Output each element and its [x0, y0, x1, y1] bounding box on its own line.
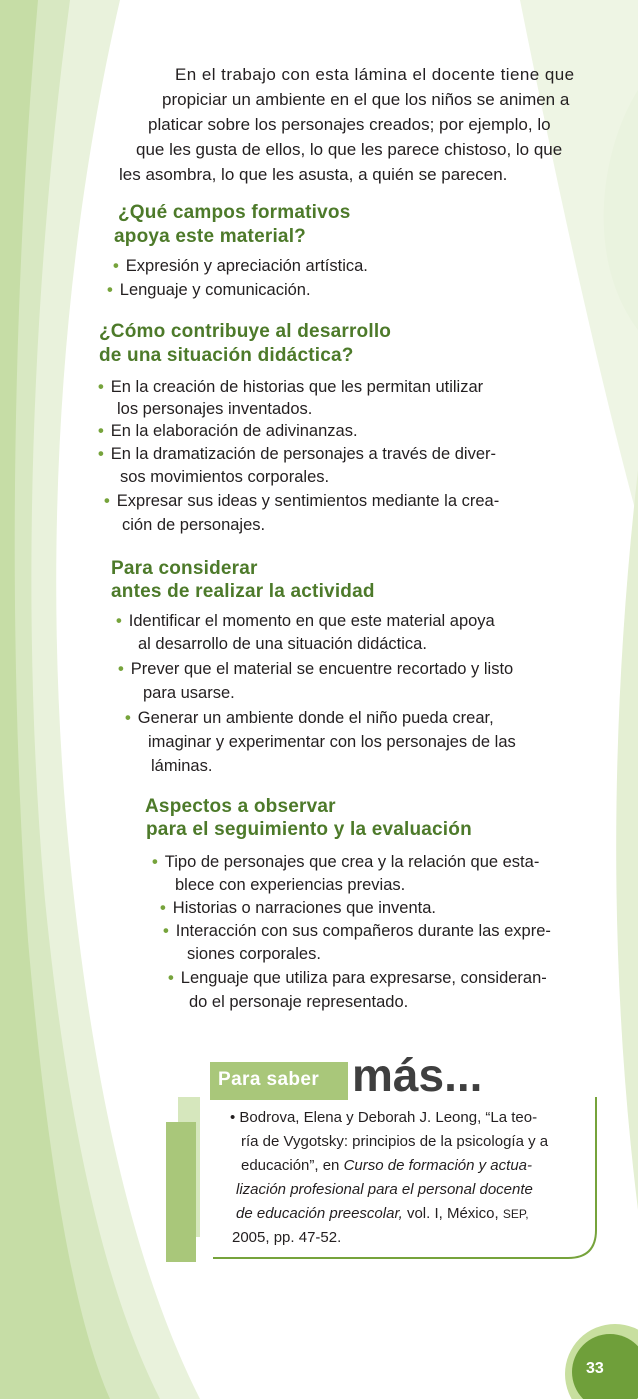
list-item-continuation: sos movimientos corporales. [120, 468, 330, 486]
list-item: • En la creación de historias que les permitan utilizar [98, 376, 483, 398]
section-heading-considerar: Para considerar [111, 558, 258, 579]
list-item: • Expresar sus ideas y sentimientos mediante la crea- [104, 490, 499, 512]
section-heading-considerar: antes de realizar la actividad [111, 581, 375, 602]
section-heading-contribuye: de una situación didáctica? [99, 345, 354, 366]
intro-line: platicar sobre los personajes creados; por ejemplo, lo [148, 115, 551, 134]
list-item: • Lenguaje y comunicación. [107, 279, 311, 301]
reference-line: de educación preescolar, vol. I, México, SEP, [236, 1205, 529, 1222]
para-saber-tab [210, 1062, 348, 1100]
section-heading-campos: apoya este material? [114, 226, 306, 247]
list-item: • Historias o narraciones que inventa. [160, 897, 436, 919]
section-heading-aspectos: Aspectos a observar [145, 796, 336, 817]
reference-line: educación”, en Curso de formación y actua- [241, 1157, 532, 1174]
intro-line: propiciar un ambiente en el que los niños se animen a [162, 90, 570, 109]
list-item-continuation: al desarrollo de una situación didáctica. [138, 635, 427, 653]
list-item-continuation: ción de personajes. [122, 516, 266, 534]
intro-line: les asombra, lo que les asusta, a quién se parecen. [119, 165, 508, 184]
list-item: • Prever que el material se encuentre recortado y listo [118, 658, 513, 680]
list-item: • Identificar el momento en que este material apoya [116, 610, 495, 632]
reference-line: 2005, pp. 47-52. [232, 1229, 342, 1246]
section-heading-campos: ¿Qué campos formativos [118, 202, 351, 223]
section-heading-aspectos: para el seguimiento y la evaluación [146, 819, 472, 840]
list-item: • En la dramatización de personajes a través de diver- [98, 443, 496, 465]
reference-line: • Bodrova, Elena y Deborah J. Leong, “La teo- [230, 1109, 538, 1126]
list-item-continuation: láminas. [151, 757, 213, 775]
list-item-continuation: siones corporales. [187, 945, 321, 963]
list-item-continuation: para usarse. [143, 684, 235, 702]
para-saber-label: Para saber [218, 1069, 320, 1090]
list-item-continuation: los personajes inventados. [117, 400, 313, 418]
list-item: • Expresión y apreciación artística. [113, 255, 368, 277]
section-heading-contribuye: ¿Cómo contribuye al desarrollo [99, 321, 392, 342]
list-item: • Interacción con sus compañeros durante las expre- [163, 920, 551, 942]
list-item: • En la elaboración de adivinanzas. [98, 420, 358, 442]
reference-line: lización profesional para el personal docente [236, 1181, 533, 1198]
list-item-continuation: imaginar y experimentar con los personajes de las [148, 733, 516, 751]
intro-line: que les gusta de ellos, lo que les parece chistoso, lo que [136, 140, 563, 159]
reference-line: ría de Vygotsky: principios de la psicología y a [241, 1133, 549, 1150]
intro-line: En el trabajo con esta lámina el docente tiene que [175, 65, 575, 84]
list-item-continuation: blece con experiencias previas. [175, 876, 406, 894]
list-item: • Generar un ambiente donde el niño pueda crear, [125, 707, 494, 729]
page-number: 33 [586, 1360, 604, 1377]
list-item: • Tipo de personajes que crea y la relación que esta- [152, 851, 539, 873]
mas-heading: más... [352, 1049, 483, 1101]
list-item: • Lenguaje que utiliza para expresarse, consideran- [168, 967, 547, 989]
list-item-continuation: do el personaje representado. [189, 993, 409, 1011]
